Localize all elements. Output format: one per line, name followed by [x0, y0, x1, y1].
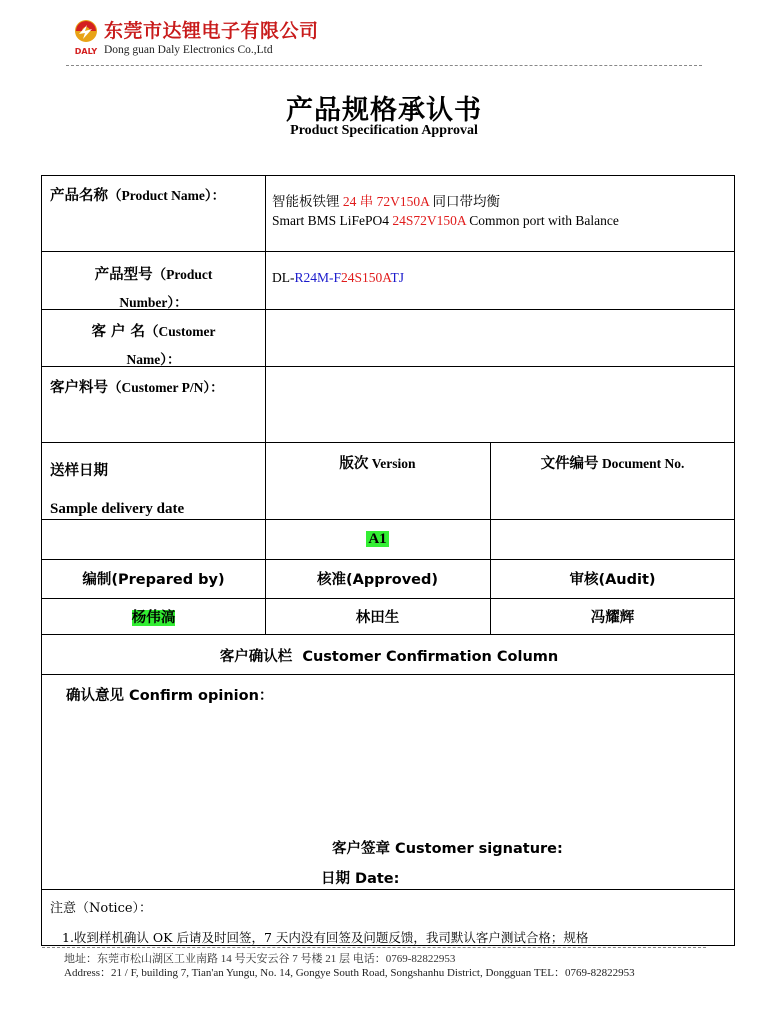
col-divider	[265, 176, 266, 442]
footer-address-en: Address：21 / F, building 7, Tian'an Yungu, No. 14, Gongye South Road, Songshanhu District, Dongguan TEL：0769-82822953	[64, 967, 635, 979]
logo-text: DALY	[74, 47, 98, 56]
row-divider	[42, 251, 734, 252]
document-title-en: Product Specification Approval	[290, 123, 478, 138]
customer-confirmation-heading: 客户确认栏 Customer Confirmation Column	[219, 649, 559, 665]
product-number-value: DL-R24M-F24S150ATJ	[272, 270, 405, 285]
customer-signature-label: 客户签章 Customer signature:	[332, 841, 563, 857]
notice-item-1: 1.收到样机确认 OK 后请及时回签，7 天内没有回签及问题反馈，我司默认客户测试合格；规格	[62, 930, 589, 945]
product-number-label: 产品型号（Product Number）：	[94, 266, 213, 310]
version-label: 版次 Version	[339, 455, 416, 472]
row-divider	[42, 634, 734, 635]
prepared-by-label: 编制(Prepared by)	[82, 572, 225, 588]
customer-pn-label: 客户料号（Customer P/N）：	[50, 379, 224, 396]
sample-date-label: 送样日期 Sample delivery date	[50, 462, 185, 517]
document-title-cn: 产品规格承认书	[286, 95, 482, 126]
footer-divider	[42, 947, 706, 948]
audit-name: 冯耀辉	[590, 610, 635, 626]
version-value: A1	[368, 531, 387, 547]
footer-address-cn: 地址：东莞市松山湖区工业南路 14 号天安云谷 7 号楼 21 层 电话：0769-82822953	[64, 953, 456, 965]
product-name-label: 产品名称（Product Name）：	[50, 187, 226, 204]
customer-name-label: 客 户 名（Customer Name）：	[91, 323, 216, 367]
row-divider	[42, 442, 734, 443]
company-name-cn: 东莞市达锂电子有限公司	[104, 20, 319, 42]
prepared-by-name: 杨伟滈	[131, 610, 176, 626]
row-divider	[42, 889, 734, 890]
document-no-label: 文件编号 Document No.	[540, 455, 685, 472]
product-name-value: 智能板铁锂 24 串 72V150A 同口带均衡 Smart BMS LiFePO4 24S72V150A Common port with Balance	[272, 194, 619, 228]
approved-label: 核准(Approved)	[316, 572, 438, 588]
header-divider	[66, 65, 702, 66]
confirm-opinion-label: 确认意见 Confirm opinion：	[66, 688, 274, 704]
row-divider	[42, 598, 734, 599]
spec-approval-table	[41, 175, 735, 946]
daly-logo	[70, 18, 102, 58]
confirmation-date-label: 日期 Date:	[321, 871, 400, 887]
notice-label: 注意（Notice）：	[50, 901, 153, 916]
row-divider	[42, 559, 734, 560]
audit-label: 审核(Audit)	[569, 572, 656, 588]
row-divider	[42, 674, 734, 675]
approved-name: 林田生	[355, 610, 400, 626]
company-name-en: Dong guan Daly Electronics Co.,Ltd	[104, 44, 273, 56]
